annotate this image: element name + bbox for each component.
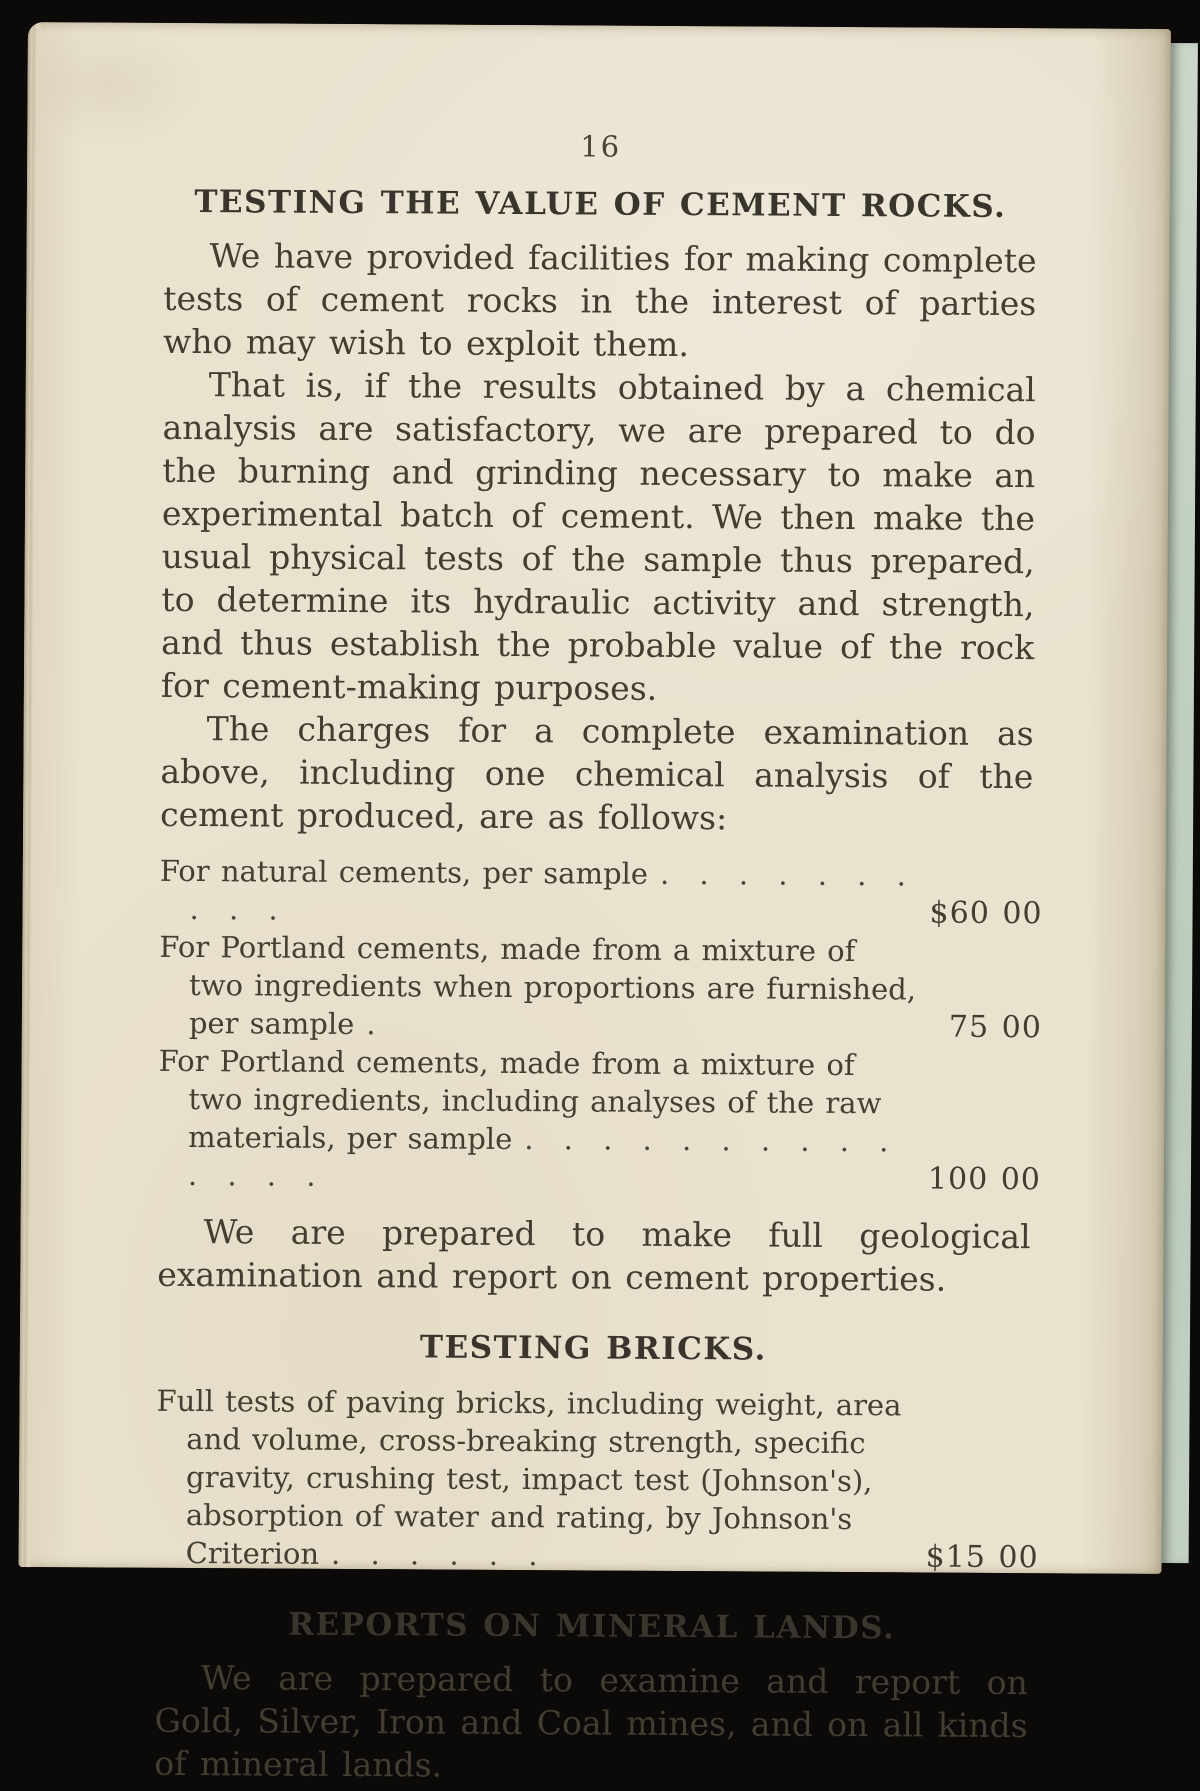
paragraph-geological: We are prepared to make full geological examination and report on cement properties.	[157, 1212, 1031, 1299]
page-number: 16	[580, 129, 622, 164]
fee-table	[158, 852, 1043, 1199]
page-content	[154, 23, 1043, 1790]
fee-price: 75 00	[948, 1009, 1042, 1046]
heading-cement-rocks: TESTING THE VALUE OF CEMENT ROCKS.	[194, 184, 1007, 225]
heading-testing-bricks: TESTING BRICKS.	[419, 1329, 767, 1368]
fee-price: 100 00	[927, 1161, 1042, 1198]
paragraph-mineral-lands: We are prepared to examine and report on Gold, Silver, Iron and Coal mines, and on all kinds of mineral lands.	[154, 1658, 1028, 1785]
paragraph-charges-intro: The charges for a complete examination as above, including one chemical analysis of the cement produced, are as follows:	[160, 709, 1034, 838]
paragraph-process: That is, if the results obtained by a chemical analysis are satisfactory, we are prepared to do the burning and grinding necessary to make an experimental batch of cement. We then make the usual physical tests of the sample thus prepared, to determine its hydraulic activity and strength, and thus establish the probable value of the rock for cement-making purposes.	[160, 365, 1036, 708]
dot-leader: . . . . . .	[330, 1536, 547, 1573]
rate-price: $15 00	[925, 1539, 1039, 1576]
fee-row-natural-cements	[159, 852, 1043, 933]
fee-row-portland-proportions	[159, 928, 1042, 1047]
fee-label: For natural cements, per sample	[159, 853, 649, 891]
dot-leader: .	[366, 1007, 385, 1042]
book-page	[19, 22, 1171, 1785]
fee-label: For Portland cements, made from a mixture of two ingredients when proportions are furnished, per sample	[159, 929, 917, 1042]
rate-label: Full tests of paving bricks, including weight, area and volume, cross-breaking strength, specific gravity, crushing test, impact test (Johnson's), absorption of water and rating, by Johnson's Criterion	[156, 1383, 902, 1571]
scanned-book	[19, 22, 1171, 1785]
brick-test-rate-row	[156, 1382, 1039, 1577]
heading-mineral-lands: REPORTS ON MINERAL LANDS.	[288, 1606, 896, 1647]
paragraph-facilities: We have provided facilities for making complete tests of cement rocks in the interest of parties who may wish to exploit them.	[162, 236, 1037, 365]
fee-row-portland-analyses	[158, 1042, 1042, 1199]
fee-price: $60 00	[929, 895, 1043, 932]
fee-label: For Portland cements, made from a mixture of two ingredients, including analyses of the raw materials, per sample	[158, 1043, 882, 1156]
dot-leader: . . . . . . . . . .	[189, 856, 915, 927]
dot-leader: . . . . . . . . . . . . . .	[187, 1122, 898, 1193]
